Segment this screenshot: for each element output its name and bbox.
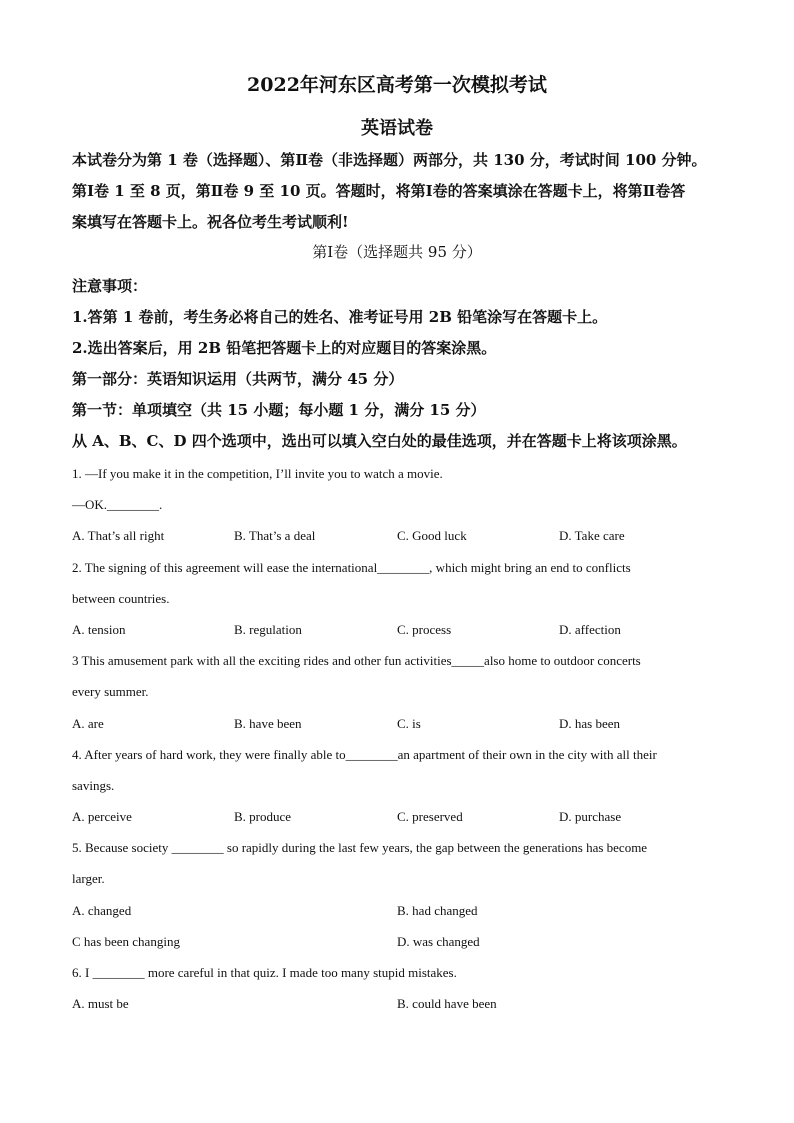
option-c: C. Good luck (397, 528, 467, 544)
note-item: 1.答第 1 卷前，考生务必将自己的姓名、准考证号用 2B 铅笔涂写在答题卡上。 (72, 308, 608, 326)
option-a: A. perceive (72, 809, 132, 825)
option-a: A. That’s all right (72, 528, 165, 544)
subsection-heading: 第一节：单项填空（共 15 小题；每小题 1 分，满分 15 分） (72, 401, 486, 419)
option-row (72, 708, 722, 739)
option-row (72, 801, 722, 832)
option-row (72, 895, 722, 926)
exam-subtitle: 英语试卷 (361, 118, 433, 139)
option-b: B. regulation (234, 621, 302, 637)
option-b: B. had changed (397, 902, 478, 918)
intro-paragraph (72, 145, 732, 238)
part-heading: 第一部分：英语知识运用（共两节，满分 45 分） (72, 370, 404, 388)
intro-line: 第Ⅰ卷 1 至 8 页，第Ⅱ卷 9 至 10 页。答题时，将第Ⅰ卷的答案填涂在答题卡上，将第Ⅱ卷答 (72, 182, 686, 200)
intro-line: 本试卷分为第 1 卷（选择题）、第Ⅱ卷（非选择题）两部分，共 130 分，考试时间 100 分钟。 (72, 151, 707, 169)
option-row (72, 520, 722, 551)
option-d: D. Take care (559, 528, 625, 544)
question-stem: larger. (72, 871, 105, 887)
question-stem: 4. After years of hard work, they were finally able to________an apartment of their own in the city with all their (72, 746, 657, 762)
option-row (72, 614, 722, 645)
option-d: D. was changed (397, 933, 480, 949)
option-d: D. affection (559, 621, 621, 637)
option-a: A. must be (72, 996, 129, 1012)
option-b: B. could have been (397, 996, 497, 1012)
instruction-line: 从 A、B、C、D 四个选项中，选出可以填入空白处的最佳选项，并在答题卡上将该项涂黑。 (72, 432, 687, 450)
notes-block (72, 271, 752, 457)
option-c: C. preserved (397, 809, 463, 825)
question-stem: 5. Because society ________ so rapidly during the last few years, the gap between the generations has become (72, 840, 648, 856)
question-stem: 3 This amusement park with all the exciting rides and other fun activities_____also home to outdoor concerts (72, 653, 641, 669)
option-c: C has been changing (72, 933, 180, 949)
note-item: 2.选出答案后，用 2B 铅笔把答题卡上的对应题目的答案涂黑。 (72, 339, 497, 357)
option-c: C. process (397, 621, 452, 637)
option-row (72, 988, 722, 1019)
option-a: A. tension (72, 621, 126, 637)
option-a: A. are (72, 715, 104, 731)
option-b: B. That’s a deal (234, 528, 316, 544)
question-stem: savings. (72, 777, 115, 793)
question-stem: 2. The signing of this agreement will ease the international________, which might bring an end to conflicts (72, 559, 631, 575)
option-a: A. changed (72, 902, 132, 918)
exam-title: 2022年河东区高考第一次模拟考试 (247, 74, 547, 96)
question-stem: —OK.________. (72, 497, 163, 513)
option-d: D. purchase (559, 809, 622, 825)
option-d: D. has been (559, 715, 621, 731)
section-heading: 第Ⅰ卷（选择题共 95 分） (312, 243, 482, 261)
question-stem: between countries. (72, 590, 170, 606)
option-c: C. is (397, 715, 421, 731)
question-stem: every summer. (72, 684, 149, 700)
question-list (72, 458, 722, 1019)
option-b: B. produce (234, 809, 292, 825)
intro-line: 案填写在答题卡上。祝各位考生考试顺利! (72, 213, 349, 231)
notes-heading: 注意事项： (72, 277, 148, 295)
option-b: B. have been (234, 715, 302, 731)
question-stem: 6. I ________ more careful in that quiz. I made too many stupid mistakes. (72, 965, 457, 980)
option-row (72, 926, 722, 957)
question-stem: 1. —If you make it in the competition, I’ll invite you to watch a movie. (72, 466, 443, 481)
